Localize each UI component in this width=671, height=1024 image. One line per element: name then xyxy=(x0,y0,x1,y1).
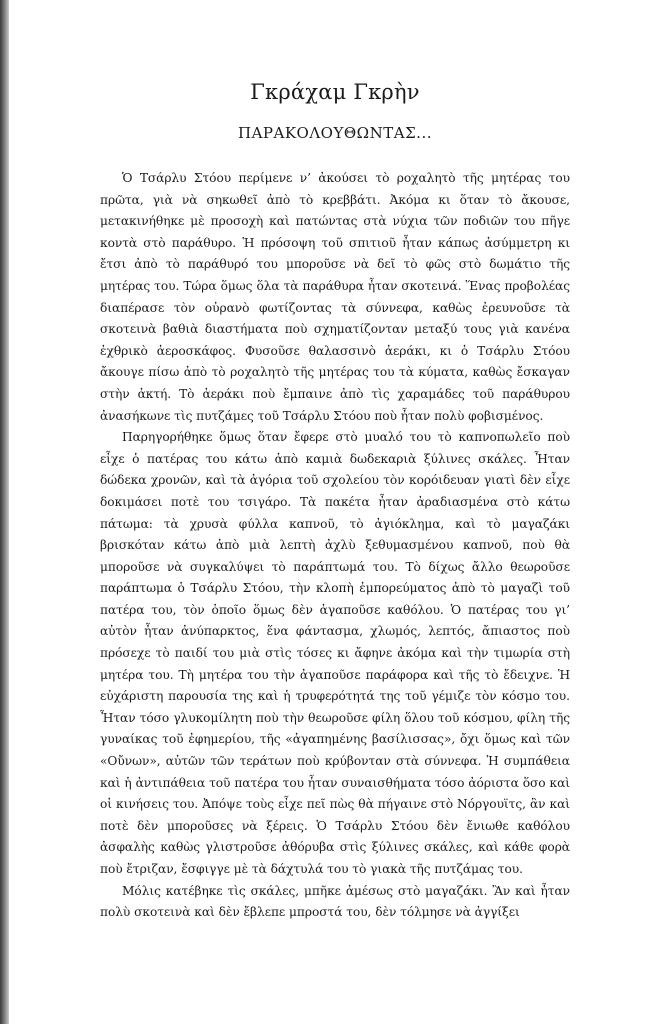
paragraph-2: Παρηγορήθηκε ὅμως ὅταν ἔφερε στὸ μυαλό του τὸ καπνοπωλεῖο ποὺ εἶχε ὁ πατέρας του κάτω ἀπὸ καμιὰ δωδεκαριὰ ξύλινες σκάλες. Ἦταν δώδεκα χρονῶν, καὶ τὰ ἀγόρια τοῦ σχολείου τὸν κορόιδευαν γιατὶ δὲν εἶχε δοκιμάσει ποτὲ του τσιγάρο. Τὰ πακέτα ἦταν ἀραδιασμένα στὸ κάτω πάτωμα: τὰ χρυσὰ φύλλα καπνοῦ, τὸ ἀγιόκλημα, καὶ τὸ μαγαζάκι βρισκόταν κάτω ἀπὸ μιὰ λεπτὴ ἀχλὺ ξεθυμασμένου καπνοῦ, ποὺ θὰ μποροῦσε νὰ συγκαλύψει τὸ παράπτωμά του. Τὸ δίχως ἄλλο θεωροῦσε παράπτωμα ὁ Τσάρλυ Στόου, τὴν κλοπὴ ἐμπορεύματος ἀπὸ τὸ μαγαζὶ τοῦ πατέρα του, τὸν ὁποῖο ὅμως δὲν ἀγαποῦσε καθόλου. Ὁ πατέρας του γι’ αὐτὸν ἦταν ἀνύπαρκτος, ἕνα φάντασμα, χλωμός, λεπτός, ἄπιαστος ποὺ πρόσεχε τὸ παιδί του μιὰ στὶς τόσες κι ἄφηνε ἀκόμα καὶ τὴν τιμωρία στὴ μητέρα του. Τὴ μητέρα του τὴν ἀγαποῦσε παράφορα καὶ τῆς τὸ ἔδειχνε. Ἡ εὐχάριστη παρουσία της καὶ ἡ τρυφερότητά της τοῦ γέμιζε τὸν κόσμο του. Ἦταν τόσο γλυκομίλητη ποὺ τὴν θεωροῦσε φίλη ὅλου τοῦ κόσμου, φίλη τῆς γυναίκας τοῦ ἐφημερίου, τῆς «ἀγαπημένης βασίλισσας», ὄχι ὅμως καὶ τῶν «Οὔνων», αὐτῶν τῶν τεράτων ποὺ κρύβονταν στὰ σύννεφα. Ἡ συμπάθεια καὶ ἡ ἀντιπάθεια τοῦ πατέρα του ἦταν συναισθήματα τόσο ἀόριστα ὅσο καὶ οἱ κινήσεις του. Ἀπόψε τοὺς εἶχε πεῖ πὼς θὰ πήγαινε στὸ Νόργουϊτς, ἂν καὶ ποτὲ δὲν μποροῦσες νὰ ξέρεις. Ὁ Τσάρλυ Στόου δὲν ἔνιωθε καθόλου ἀσφαλὴς καθὼς γλιστροῦσε ἀθόρυβα στὶς ξύλινες σκάλες, καὶ κάθε φορὰ ποὺ ἔτριζαν, ἔσφιγγε μὲ τὰ δάχτυλά του τὸ γιακὰ τῆς πυτζάμας του. xyxy=(100,430,570,876)
story-title: ΠΑΡΑΚΟΛΟΥΘΩΝΤΑΣ... xyxy=(238,124,432,142)
author-heading: Γκράχαμ Γκρὴν xyxy=(250,80,420,104)
paragraph-3: Μόλις κατέβηκε τὶς σκάλες, μπῆκε ἀμέσως στὸ μαγαζάκι. Ἂν καὶ ἦταν πολὺ σκοτεινὰ καὶ δὲν ἔβλεπε μπροστά του, δὲν τόλμησε νὰ ἀγγίξει xyxy=(100,883,570,920)
book-page xyxy=(100,80,570,924)
paragraph-1: Ὁ Τσάρλυ Στόου περίμενε ν’ ἀκούσει τὸ ροχαλητὸ τῆς μητέρας του πρῶτα, γιὰ νὰ σηκωθεῖ ἀπὸ τὸ κρεββάτι. Ἀκόμα κι ὅταν τὸ ἄκουσε, μετακινήθηκε μὲ προσοχὴ καὶ πατώντας στὰ νύχια τῶν ποδιῶν του πῆγε κοντὰ στὸ παράθυρο. Ἡ πρόσοψη τοῦ σπιτιοῦ ἦταν κάπως ἀσύμμετρη κι ἔτσι ἀπὸ τὸ παράθυρό του μποροῦσε νὰ δεῖ τὸ φῶς στὸ δωμάτιο τῆς μητέρας του. Τώρα ὅμως ὅλα τὰ παράθυρα ἦταν σκοτεινά. Ἕνας προβολέας διαπέρασε τὸν οὐρανὸ φωτίζοντας τὰ σύννεφα, καθὼς ἐρευνοῦσε τὰ σκοτεινὰ βαθιὰ διαστήματα ποὺ σχηματίζονταν μεταξύ τους γιὰ κανένα ἐχθρικὸ ἀεροσκάφος. Φυσοῦσε θαλασσινὸ ἀεράκι, κι ὁ Τσάρλυ Στόου ἄκουγε πίσω ἀπὸ τὸ ροχαλητὸ τῆς μητέρας του τὰ κύματα, καθὼς ἔσκαγαν στὴν ἀκτή. Τὸ ἀεράκι ποὺ ἔμπαινε ἀπὸ τὶς χαραμάδες τοῦ παράθυρου ἀνασήκωνε τὶς πυτζάμες τοῦ Τσάρλυ Στόου ποὺ ἦταν πολὺ φοβισμένος. xyxy=(100,171,570,423)
book-spine-shadow xyxy=(0,0,9,1024)
